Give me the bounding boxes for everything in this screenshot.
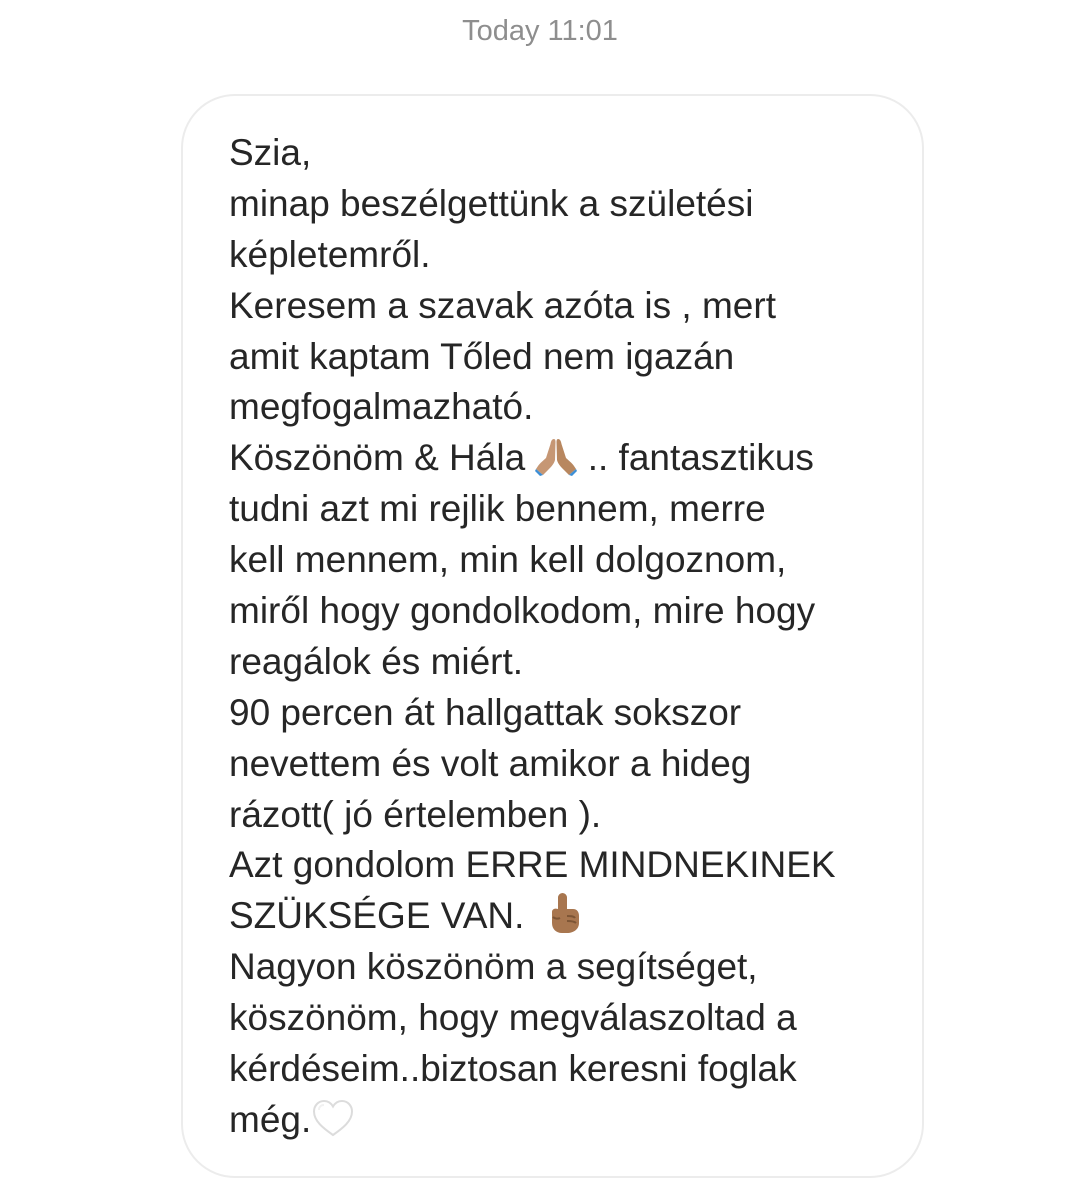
message-line: kell mennem, min kell dolgoznom, — [229, 539, 787, 581]
message-line: reagálok és miért. — [229, 640, 524, 682]
message-line-text: még. — [229, 1098, 312, 1140]
message-line: megfogalmazható. — [229, 386, 534, 428]
message-line: képletemről. — [229, 233, 431, 275]
message-line: Keresem a szavak azóta is , mert — [229, 284, 776, 326]
message-line: köszönöm, hogy megválaszoltad a — [229, 997, 797, 1039]
message-timestamp: Today 11:01 — [462, 15, 618, 47]
folded-hands-icon — [535, 436, 577, 476]
message-line: Nagyon köszönöm a segítséget, — [229, 946, 758, 988]
message-line-with-emoji — [229, 1095, 909, 1146]
message-line: nevettem és volt amikor a hideg — [229, 742, 752, 784]
message-line-text: .. fantasztikus — [587, 437, 814, 479]
message-line: rázott( jó értelemben ). — [229, 793, 602, 835]
message-line-with-emoji — [229, 433, 909, 484]
message-line-text: SZÜKSÉGE VAN. — [229, 895, 525, 937]
message-line: tudni azt mi rejlik bennem, merre — [229, 488, 766, 530]
message-line: kérdéseim..biztosan keresni foglak — [229, 1048, 797, 1090]
white-heart-icon — [311, 1098, 355, 1138]
message-line-with-emoji — [229, 891, 909, 942]
index-pointing-up-icon — [545, 892, 583, 934]
message-line: Azt gondolom ERRE MINDNEKINEK — [229, 844, 836, 886]
message-line: 90 percen át hallgattak sokszor — [229, 691, 742, 733]
message-line: Szia, — [229, 132, 312, 173]
message-line: amit kaptam Tőled nem igazán — [229, 335, 735, 377]
message-line: miről hogy gondolkodom, mire hogy — [229, 590, 816, 632]
message-line-text: Köszönöm & Hála — [229, 437, 526, 479]
message-line: minap beszélgettünk a születési — [229, 182, 754, 224]
message-text — [229, 128, 909, 1146]
